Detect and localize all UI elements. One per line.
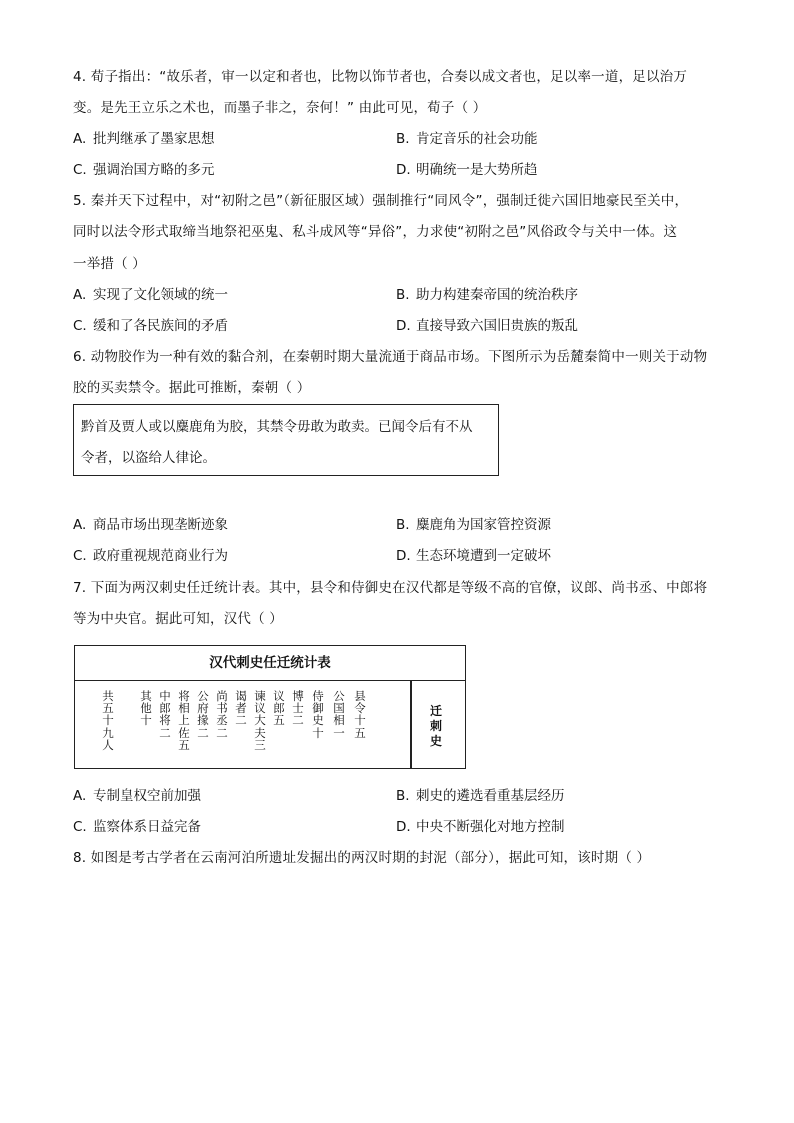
- table-column: 公国相一: [333, 689, 345, 740]
- option-key: C.: [73, 318, 87, 334]
- option-text: 缓和了各民族间的矛盾: [93, 318, 228, 334]
- q5-stem-line1: 5. 秦并天下过程中，对“初附之邑”（新征服区域）强制推行“同风令”，强制迁徙六国旧地豪民至关中，: [73, 193, 689, 209]
- q7-statistics-table: [74, 645, 466, 769]
- table-column: 其他十: [140, 689, 152, 728]
- q7-stem-line2: 等为中央官。据此可知，汉代（ ）: [73, 611, 283, 627]
- q4-stem-line2: 变。是先王立乐之术也，而墨子非之，奈何！” 由此可见，荀子（ ）: [73, 100, 487, 116]
- option-key: C.: [73, 162, 87, 178]
- option-text: 实现了文化领域的统一: [93, 287, 228, 303]
- q7-option-b[interactable]: [396, 786, 565, 806]
- q7-option-d[interactable]: [396, 817, 565, 837]
- table-column: 县令十五: [354, 689, 366, 740]
- table-column: 侍御史十: [312, 689, 324, 740]
- option-text: 直接导致六国旧贵族的叛乱: [416, 318, 578, 334]
- q6-stem-line1: 6. 动物胶作为一种有效的黏合剂，在秦朝时期大量流通于商品市场。下图所示为岳麓秦简中一则关于动物: [73, 349, 708, 365]
- table-column: 尚书丞二: [216, 689, 228, 740]
- table-column: 共五十九人: [102, 689, 114, 752]
- table-column: 将相上佐五: [178, 689, 190, 752]
- option-text: 中央不断强化对地方控制: [416, 819, 565, 835]
- q8-stem-line1: 8. 如图是考古学者在云南河泊所遗址发掘出的两汉时期的封泥（部分），据此可知，该时期（ ）: [73, 850, 651, 866]
- option-key: C.: [73, 548, 87, 564]
- option-text: 批判继承了墨家思想: [93, 131, 215, 147]
- q5-stem-line2: 同时以法令形式取缔当地祭祀巫鬼、私斗成风等“异俗”，力求使“初附之邑”风俗政令与关中一体。这: [73, 224, 678, 240]
- option-key: A.: [73, 131, 87, 147]
- q4-option-c[interactable]: [73, 160, 215, 180]
- q5-stem-line3: 一举措（ ）: [73, 256, 146, 272]
- option-key: B.: [396, 517, 410, 533]
- option-text: 专制皇权空前加强: [93, 788, 201, 804]
- option-key: B.: [396, 788, 410, 804]
- table-divider: [410, 680, 412, 768]
- q6-option-b[interactable]: [396, 515, 551, 535]
- q7-option-a[interactable]: [73, 786, 201, 806]
- option-text: 监察体系日益完备: [93, 819, 201, 835]
- option-text: 强调治国方略的多元: [93, 162, 215, 178]
- q4-option-a[interactable]: [73, 129, 215, 149]
- option-key: A.: [73, 788, 87, 804]
- q5-option-b[interactable]: [396, 285, 578, 305]
- table-column: 谒者二: [235, 689, 247, 728]
- table-column: 博士二: [292, 689, 304, 728]
- q4-option-d[interactable]: [396, 160, 538, 180]
- q4-option-b[interactable]: [396, 129, 538, 149]
- option-text: 助力构建秦帝国的统治秩序: [416, 287, 578, 303]
- option-text: 刺史的遴选看重基层经历: [416, 788, 565, 804]
- q6-quote-line1: 黔首及贾人或以麋鹿角为胶，其禁令毋敢为敢卖。已闻令后有不从: [81, 419, 473, 435]
- q6-option-d[interactable]: [396, 546, 551, 566]
- option-text: 生态环境遭到一定破坏: [416, 548, 551, 564]
- option-key: B.: [396, 287, 410, 303]
- table-column: 谏议大夫三: [254, 689, 266, 752]
- q6-quote-box: [73, 404, 499, 476]
- option-text: 商品市场出现垄断迹象: [93, 517, 228, 533]
- q4-stem-line1: 4. 荀子指出：“故乐者，审一以定和者也，比物以饰节者也，合奏以成文者也，足以率一道，足以治万: [73, 69, 688, 85]
- table-column: 议郎五: [273, 689, 285, 728]
- option-text: 麋鹿角为国家管控资源: [416, 517, 551, 533]
- q6-option-a[interactable]: [73, 515, 228, 535]
- option-key: C.: [73, 819, 87, 835]
- option-key: D.: [396, 548, 411, 564]
- table-row-header: 迁刺史: [429, 704, 442, 748]
- option-key: D.: [396, 318, 411, 334]
- option-key: D.: [396, 819, 411, 835]
- table-title: 汉代刺史任迁统计表: [75, 646, 465, 681]
- q7-option-c[interactable]: [73, 817, 201, 837]
- q5-option-d[interactable]: [396, 316, 578, 336]
- table-column: 公府掾二: [197, 689, 209, 740]
- q5-option-c[interactable]: [73, 316, 228, 336]
- q6-quote-line2: 令者，以盗给人律论。: [81, 450, 216, 466]
- q6-stem-line2: 胶的买卖禁令。据此可推断，秦朝（ ）: [73, 380, 311, 396]
- option-text: 明确统一是大势所趋: [416, 162, 538, 178]
- option-key: A.: [73, 287, 87, 303]
- option-key: A.: [73, 517, 87, 533]
- option-key: B.: [396, 131, 410, 147]
- q6-option-c[interactable]: [73, 546, 228, 566]
- q5-option-a[interactable]: [73, 285, 228, 305]
- option-text: 政府重视规范商业行为: [93, 548, 228, 564]
- option-text: 肯定音乐的社会功能: [416, 131, 538, 147]
- option-key: D.: [396, 162, 411, 178]
- q7-stem-line1: 7. 下面为两汉刺史任迁统计表。其中，县令和侍御史在汉代都是等级不高的官僚，议郎、尚书丞、中郎将: [73, 580, 708, 596]
- table-column: 中郎将二: [159, 689, 171, 740]
